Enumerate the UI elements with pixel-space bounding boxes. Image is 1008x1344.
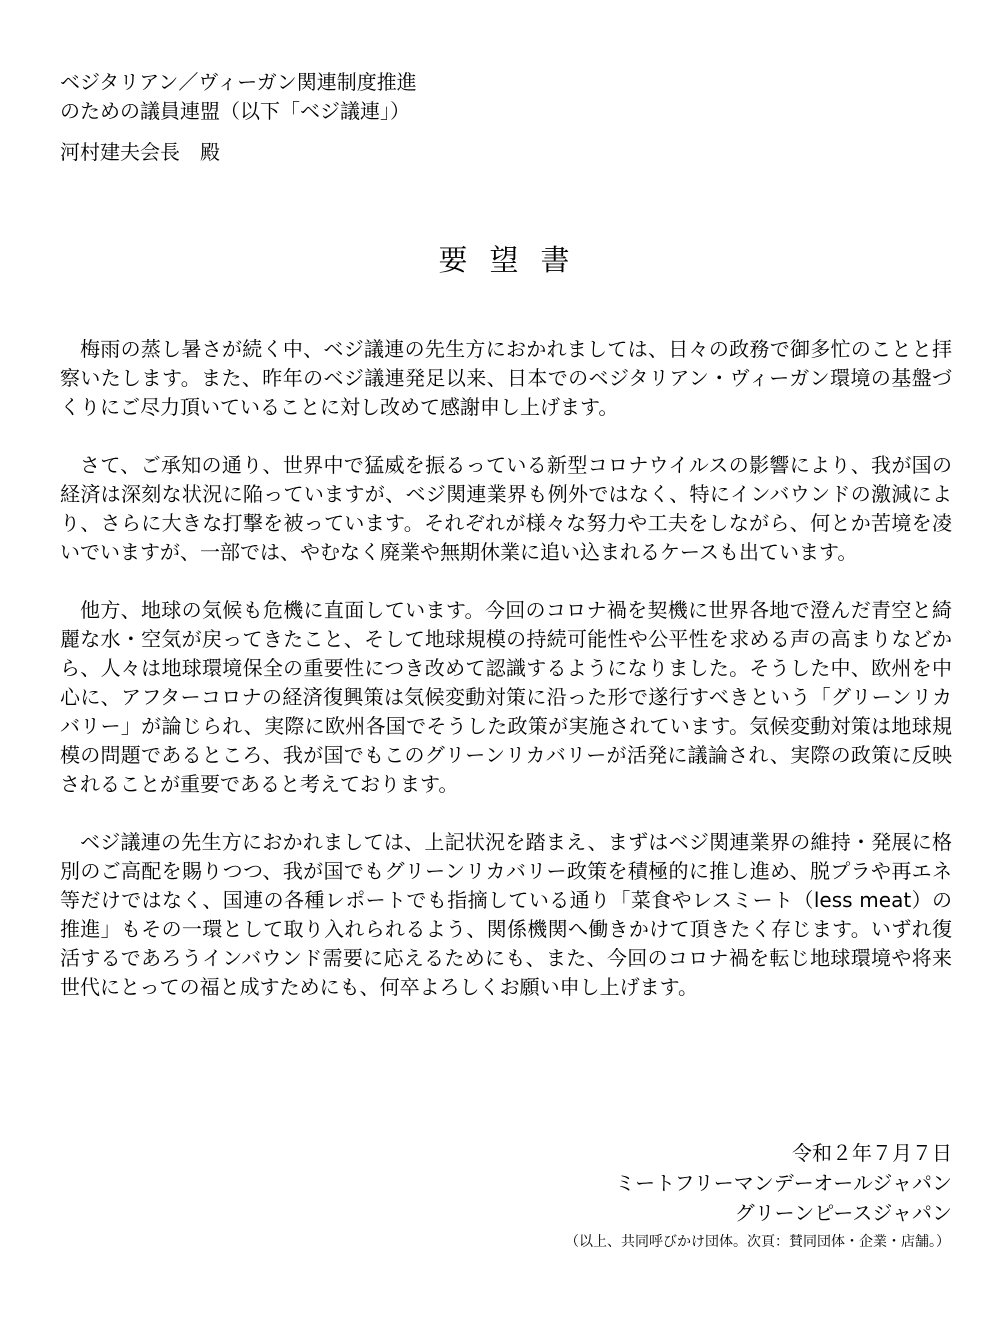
addressee-line-2: のための議員連盟（以下「ベジ議連」） — [60, 99, 410, 123]
addressee-chair: 河村建夫会長 殿 — [60, 140, 220, 164]
paragraph-greeting: 梅雨の蒸し暑さが続く中、ベジ議連の先生方におかれましては、日々の政務で御多忙のことと拝察いたします。また、昨年のベジ議連発足以来、日本でのベジタリアン・ヴィーガン環境の基盤づくりにご尽力頂いていることに対し改めて感謝申し上げます。 — [60, 337, 952, 419]
signature-block — [615, 1138, 952, 1228]
signature-org-2: グリーンピースジャパン — [734, 1201, 952, 1225]
signature-note: （以上、共同呼びかけ団体。次頁：賛同団体・企業・店舗。） — [565, 1234, 950, 1250]
document-title: 要望書 — [438, 243, 592, 277]
signature-date: 令和２年７月７日 — [792, 1141, 952, 1165]
paragraph-request: ベジ議連の先生方におかれましては、上記状況を踏まえ、まずはベジ関連業界の維持・発展に格別のご高配を賜りつつ、我が国でもグリーンリカバリー政策を積極的に推し進め、脱プラや再エネ等だけではなく、国連の各種レポートでも指摘している通り「菜食やレスミート（less meat）の推進」もその一環として取り入れられるよう、関係機関へ働きかけて頂きたく存じます。いずれ復活するであろうインバウンド需要に応えるためにも、また、今回のコロナ禍を転じ地球環境や将来世代にとっての福と成すためにも、何卒よろしくお願い申し上げます。 — [60, 830, 952, 999]
paragraph-green-recovery: 他方、地球の気候も危機に直面しています。今回のコロナ禍を契機に世界各地で澄んだ青空と綺麗な水・空気が戻ってきたこと、そして地球規模の持続可能性や公平性を求める声の高まりなどから、人々は地球環境保全の重要性につき改めて認識するようになりました。そうした中、欧州を中心に、アフターコロナの経済復興策は気候変動対策に沿った形で遂行すべきという「グリーンリカバリー」が論じられ、実際に欧州各国でそうした政策が実施されています。気候変動対策は地球規模の問題であるところ、我が国でもこのグリーンリカバリーが活発に議論され、実際の政策に反映されることが重要であると考えております。 — [60, 598, 952, 796]
addressee-line-1: ベジタリアン／ヴィーガン関連制度推進 — [60, 70, 417, 94]
letter-body — [60, 335, 952, 1031]
paragraph-covid-impact: さて、ご承知の通り、世界中で猛威を振るっている新型コロナウイルスの影響により、我が国の経済は深刻な状況に陥っていますが、ベジ関連業界も例外ではなく、特にインバウンドの激減により、さらに大きな打撃を被っています。それぞれが様々な努力や工夫をしながら、何とか苦境を凌いでいますが、一部では、やむなく廃業や無期休業に追い込まれるケースも出ています。 — [60, 453, 952, 564]
addressee-block — [60, 68, 760, 167]
signature-org-1: ミートフリーマンデーオールジャパン — [615, 1171, 952, 1195]
